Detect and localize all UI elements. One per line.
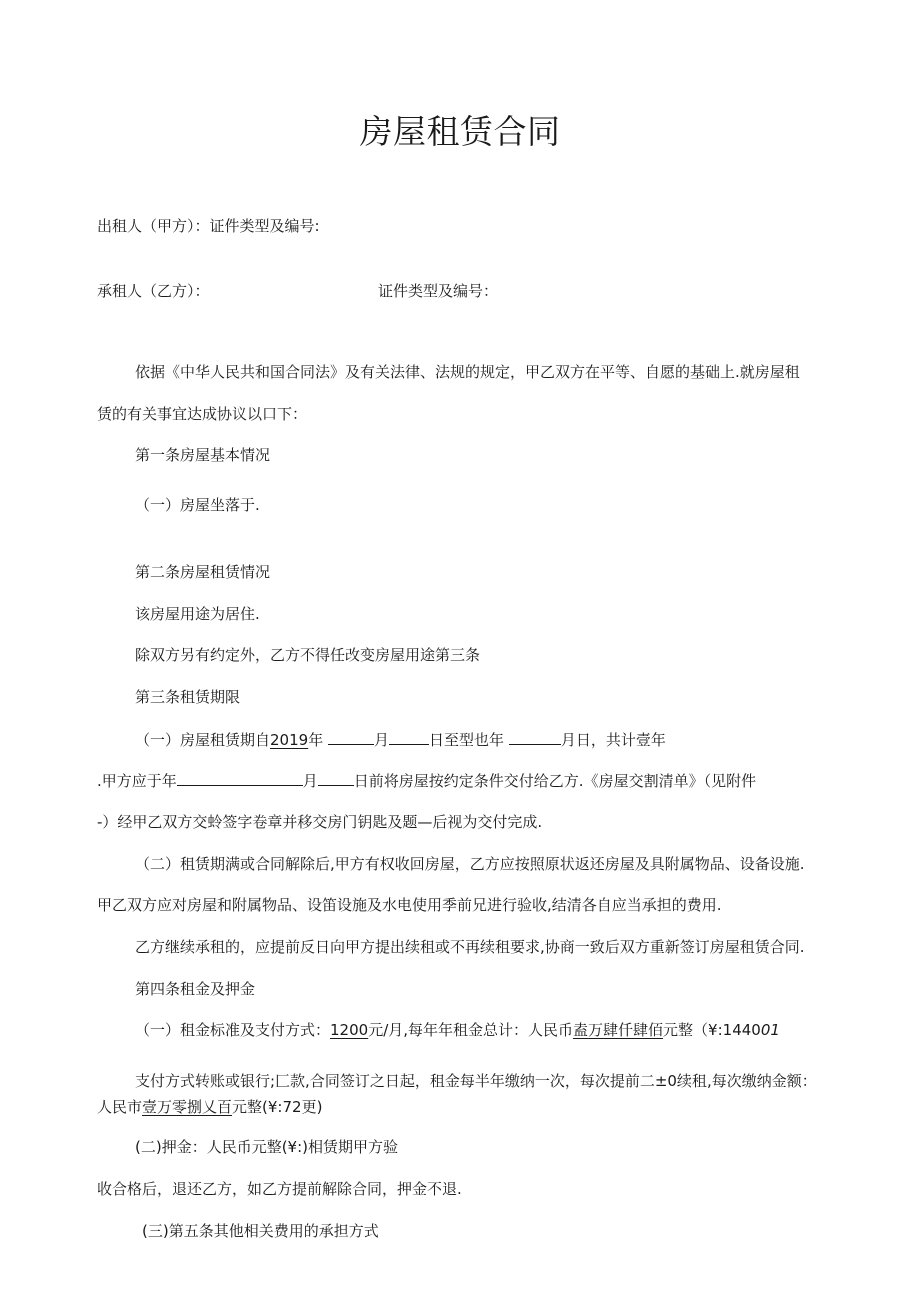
term-day-blank — [389, 728, 429, 745]
term-month-blank — [328, 728, 374, 745]
term-start-text: （一）房屋租赁期自 — [135, 731, 271, 749]
lessor-line — [97, 215, 320, 237]
lessee-line — [97, 280, 210, 302]
article-4-payment-line-1: 支付方式转账或银行;匚款,合同签订之日起，租金每半年缴纳一次，每次提前二±0续租,每次缴纳金额： — [135, 1072, 817, 1090]
term-start-year: 2019 — [270, 731, 309, 749]
delivery-text-c: 日前将房屋按约定条件交付给乙方.《房屋交割清单》（见附件 — [353, 772, 757, 790]
article-2-heading: 第二条房屋租赁情况 — [135, 563, 271, 581]
lessee-id-line — [378, 280, 498, 302]
rent-text-d: 01 — [760, 1021, 780, 1039]
term-end-month-blank — [509, 728, 561, 745]
payment-amount-figure: 元整(¥:72更) — [232, 1098, 323, 1116]
rent-text-c: 元整（¥:1440 — [663, 1021, 761, 1039]
lessee-id-label: 证件类型及编号： — [378, 282, 499, 300]
intro-paragraph-line-2: 赁的有关事宜达成协议以口下： — [97, 405, 308, 423]
article-3-term-line — [135, 728, 666, 751]
article-4-rent-line — [135, 1019, 780, 1041]
annual-rent-words: 盍万肆仟肆佰 — [573, 1021, 664, 1039]
intro-paragraph-line-1: 依据《中华人民共和国合同法》及有关法律、法规的规定，甲乙双方在平等、自愿的基础上.就房屋租 — [135, 363, 800, 381]
delivery-text-a: .甲方应于年 — [97, 772, 177, 790]
article-3-delivery-line — [97, 769, 756, 792]
article-4-deposit-line-2: 收合格后，退还乙方，如乙方提前解除合同，押金不退. — [97, 1180, 462, 1198]
term-month-unit: 月 — [374, 731, 390, 749]
rent-text-b: 元/月,每年年租金总计：人民币 — [368, 1021, 574, 1039]
article-3-heading: 第三条租赁期限 — [135, 688, 241, 706]
article-4-deposit-line-1: (二)押金：人民币元整(¥:)相赁期甲方验 — [135, 1138, 399, 1156]
delivery-blank-1 — [177, 769, 303, 786]
delivery-text-b: 月 — [302, 772, 318, 790]
article-4-heading: 第四条租金及押金 — [135, 980, 256, 998]
term-duration-text: 月日，共计壹年 — [560, 731, 666, 749]
delivery-blank-2 — [318, 769, 354, 786]
payment-amount-words: 壹万零捌乂百 — [142, 1098, 233, 1116]
article-2-line-2: 除双方另有约定外，乙方不得任改变房屋用途第三条 — [135, 646, 481, 664]
monthly-rent-amount: 1200 — [330, 1021, 369, 1039]
term-end-text: 日至型也年 — [429, 731, 505, 749]
article-2-line-1: 该房屋用途为居住. — [135, 605, 260, 623]
article-4-payment-line-2 — [97, 1096, 322, 1118]
article-3-expiry-line-2: 甲乙双方应对房屋和附属物品、设笛设施及水电使用季前兄进行验收,结清各自应当承担的费用. — [97, 896, 722, 914]
rent-text-a: （一）租金标准及支付方式： — [135, 1021, 331, 1039]
lessor-label: 出租人（甲方）：证件类型及编号: — [97, 217, 320, 235]
lessee-label: 承租人（乙方）： — [97, 282, 210, 300]
term-year-unit: 年 — [308, 731, 324, 749]
contract-title: 房屋租赁合同 — [359, 112, 561, 151]
article-3-renewal-line: 乙方继续承租的，应提前反日向甲方提出续租或不再续租要求,协商一致后双方重新签订房屋租赁合同. — [135, 938, 805, 956]
article-3-handover-line: -）经甲乙双方交蛉签字卷章并移交房门钥匙及题—后视为交付完成. — [97, 813, 543, 831]
article-1-item-1: （一）房屋坐落于. — [135, 496, 260, 514]
article-3-expiry-line-1: （二）租赁期满或合同解除后,甲方有权收回房屋，乙方应按照原状返还房屋及具附属物品、设备设施. — [135, 855, 805, 873]
payment-currency-text: 人民市 — [97, 1098, 143, 1116]
article-1-heading: 第一条房屋基本情况 — [135, 446, 271, 464]
article-5-heading: (三)第五条其他相关费用的承担方式 — [142, 1222, 379, 1240]
